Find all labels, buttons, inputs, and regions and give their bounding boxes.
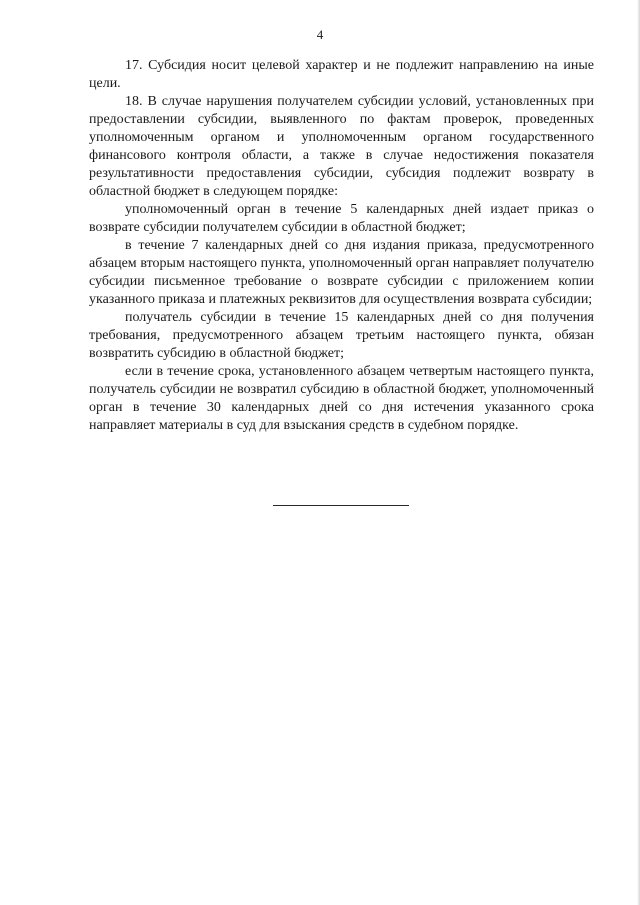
document-body bbox=[89, 57, 594, 435]
paragraph-18-step-1: уполномоченный орган в течение 5 календарных дней издает приказ о возврате субсидии получателем субсидии в областной бюджет; bbox=[89, 202, 594, 235]
paragraph-18-step-4: если в течение срока, установленного абзацем четвертым настоящего пункта, получатель субсидии не возвратил субсидию в областной бюджет, уполномоченный орган в течение 30 календарных дней со дня истечения указанного срока направляет материалы в суд для взыскания средств в судебном порядке. bbox=[89, 364, 594, 433]
paragraph-17: 17. Субсидия носит целевой характер и не подлежит направлению на иные цели. bbox=[89, 58, 594, 91]
page-number: 4 bbox=[316, 27, 324, 42]
paragraph-18-step-3: получатель субсидии в течение 15 календарных дней со дня получения требования, предусмотренного абзацем третьим настоящего пункта, обязан возвратить субсидию в областной бюджет; bbox=[89, 310, 594, 361]
paragraph-18: 18. В случае нарушения получателем субсидии условий, установленных при предоставлении субсидии, выявленного по фактам проверок, проведенных уполномоченным органом и уполномоченным органом государственного финансового контроля области, а также в случае недостижения показателя результативности предоставления субсидии, субсидия подлежит возврату в областной бюджет в следующем порядке: bbox=[89, 94, 594, 199]
end-of-document-rule bbox=[273, 505, 409, 506]
paragraph-18-step-2: в течение 7 календарных дней со дня издания приказа, предусмотренного абзацем вторым настоящего пункта, уполномоченный орган направляет получателю субсидии письменное требование о возврате субсидии с приложением копии указанного приказа и платежных реквизитов для осуществления возврата субсидии; bbox=[89, 238, 594, 307]
